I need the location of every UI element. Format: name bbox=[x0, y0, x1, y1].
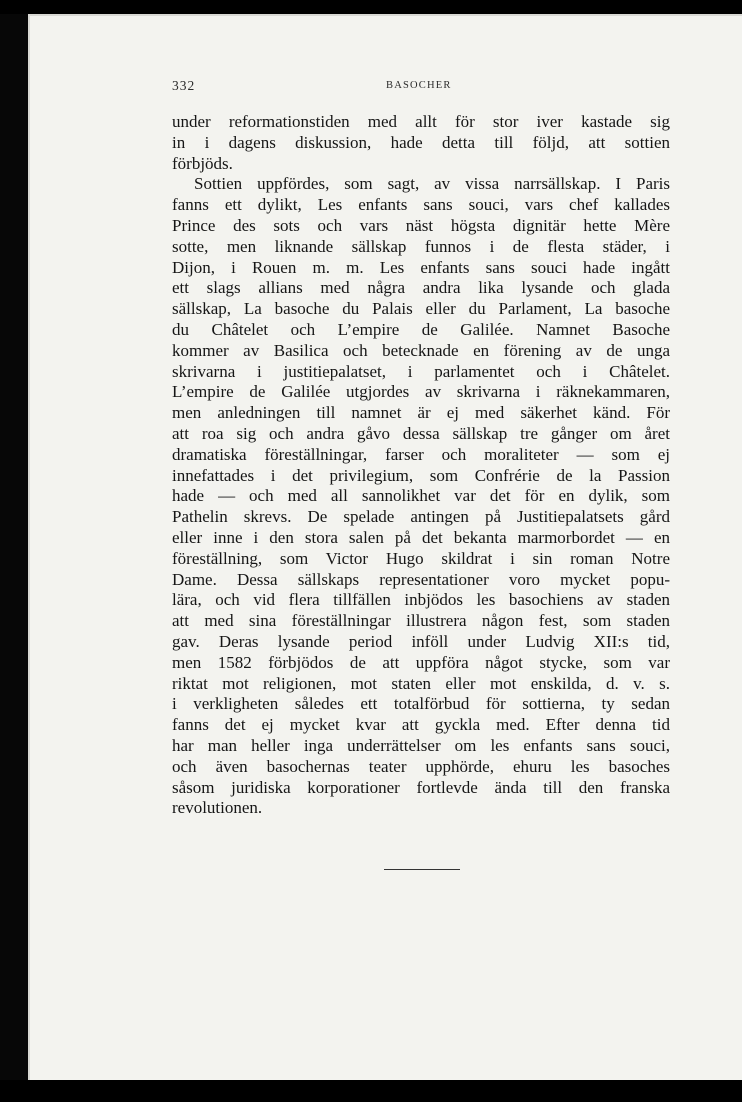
text-line: sotte, men liknande sällskap funnos i de flesta städer, i bbox=[172, 236, 670, 256]
text-line: dramatiska föreställningar, farser och moraliteter — som ej bbox=[172, 444, 670, 464]
text-line: lära, och vid flera tillfällen inbjödos les basochiens av staden bbox=[172, 590, 670, 610]
text-line: men 1582 förbjödos de att uppföra något stycke, som var bbox=[172, 652, 670, 672]
paragraph bbox=[172, 112, 670, 174]
text-line: men anledningen till namnet är ej med säkerhet känd. För bbox=[172, 403, 670, 423]
text-line: fanns det ej mycket kvar att gyckla med. Efter denna tid bbox=[172, 715, 670, 735]
text-line: sällskap, La basoche du Palais eller du Parlament, La basoche bbox=[172, 299, 670, 319]
body-text bbox=[172, 112, 670, 819]
text-line: gav. Deras lysande period inföll under Ludvig XII:s tid, bbox=[172, 631, 670, 651]
text-line: fanns ett dylikt, Les enfants sans souci, vars chef kallades bbox=[172, 195, 670, 215]
text-line: förbjöds. bbox=[172, 153, 233, 173]
text-line: föreställning, som Victor Hugo skildrat i sin roman Notre bbox=[172, 548, 670, 568]
text-line: såsom juridiska korporationer fortlevde ända till den franska bbox=[172, 777, 670, 797]
text-line: in i dagens diskussion, hade detta till följd, att sottien bbox=[172, 132, 670, 152]
text-line: revolutionen. bbox=[172, 798, 263, 818]
page-number: 332 bbox=[172, 78, 196, 93]
text-line: Prince des sots och vars näst högsta dignitär hette Mère bbox=[172, 215, 670, 235]
text-line: riktat mot religionen, mot staten eller mot enskilda, d. v. s. bbox=[172, 673, 670, 693]
text-line: hade — och med all sannolikhet var det för en dylik, som bbox=[172, 486, 670, 506]
text-line: du Châtelet och L’empire de Galilée. Namnet Basoche bbox=[172, 319, 670, 339]
text-line: innefattades i det privilegium, som Confrérie de la Passion bbox=[172, 465, 670, 485]
text-line: kommer av Basilica och betecknade en förening av de unga bbox=[172, 340, 670, 360]
text-line: Pathelin skrevs. De spelade antingen på Justitiepalatsets gård bbox=[172, 507, 670, 527]
text-line: L’empire de Galilée utgjordes av skrivarna i räknekammaren, bbox=[172, 382, 670, 402]
text-line: att med sina föreställningar illustrera någon fest, som staden bbox=[172, 611, 670, 631]
running-title: BASOCHER bbox=[386, 80, 452, 91]
text-line: Dijon, i Rouen m. m. Les enfants sans souci hade ingått bbox=[172, 257, 670, 277]
running-header bbox=[172, 78, 672, 98]
text-line: Dame. Dessa sällskaps representationer voro mycket popu- bbox=[172, 569, 670, 589]
section-rule bbox=[384, 869, 460, 870]
scan-border-top bbox=[0, 0, 742, 14]
text-line: eller inne i den stora salen på det bekanta marmorbordet — en bbox=[172, 527, 670, 547]
text-line: ett slags allians med några andra lika lysande och glada bbox=[172, 278, 670, 298]
text-line: Sottien uppfördes, som sagt, av vissa narrsällskap. I Paris bbox=[194, 174, 670, 194]
paragraph bbox=[172, 174, 670, 819]
text-line: har man heller inga underrättelser om les enfants sans souci, bbox=[172, 735, 670, 755]
text-line: under reformationstiden med allt för stor iver kastade sig bbox=[172, 112, 670, 131]
text-line: och även basochernas teater upphörde, ehuru les basoches bbox=[172, 756, 670, 776]
text-line: skrivarna i justitiepalatset, i parlamentet och i Châtelet. bbox=[172, 361, 670, 381]
scan-border-bottom bbox=[0, 1080, 742, 1102]
text-line: i verkligheten således ett totalförbud för sottierna, ty sedan bbox=[172, 694, 670, 714]
text-line: att roa sig och andra gåvo dessa sällskap tre gånger om året bbox=[172, 423, 670, 443]
